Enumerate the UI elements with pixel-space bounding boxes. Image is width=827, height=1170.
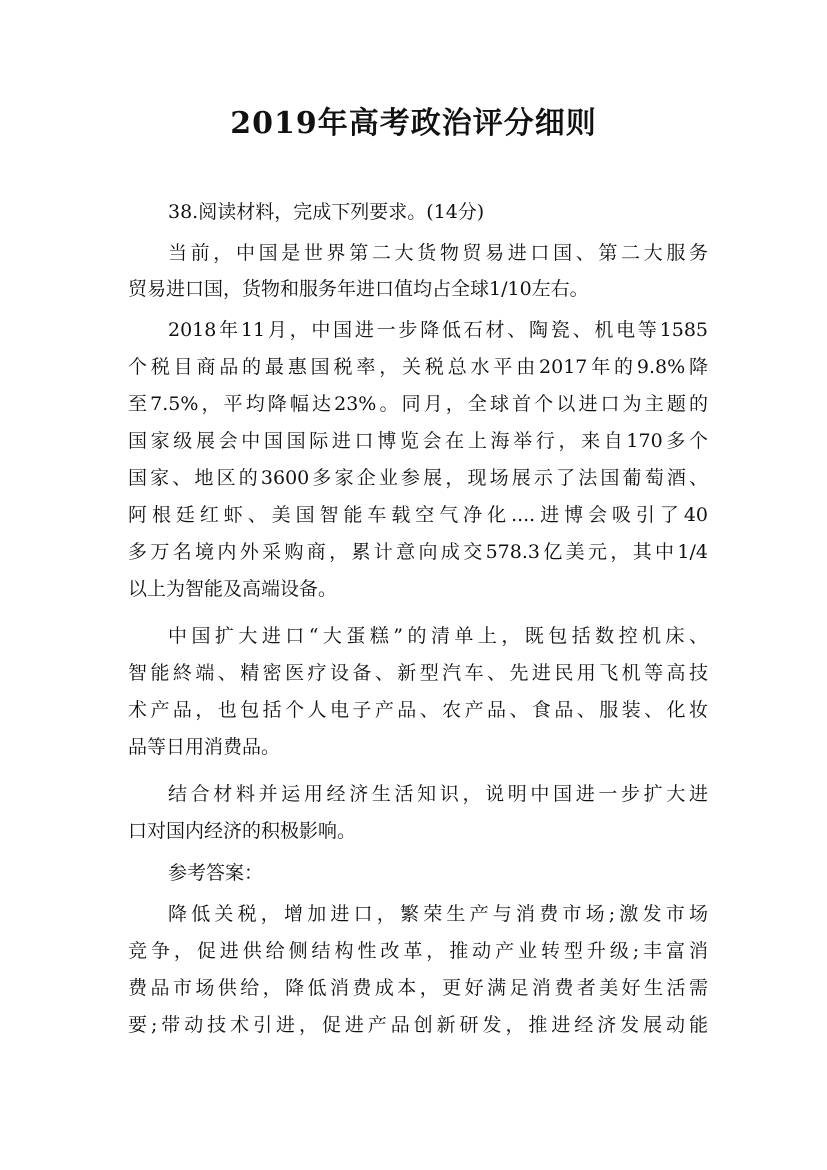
material-paragraph-2-line-4: 国家级展会中国国际进口博览会在上海举行，来自170多个 xyxy=(128,430,708,452)
answer-line-4: 要;带动技术引进，促进产品创新研发，推进经济发展动能 xyxy=(128,1014,708,1036)
material-paragraph-3-line-2: 智能終端、精密医疗设备、新型汽车、先进民用飞机等高技 xyxy=(128,662,708,684)
material-paragraph-2-line-5: 国家、地区的3600多家企业参展，现场展示了法国葡萄酒、 xyxy=(128,467,708,489)
material-paragraph-3-line-4: 品等日用消费品。 xyxy=(128,736,281,758)
task-line-2: 口对国内经济的积极影响。 xyxy=(128,820,357,842)
answer-label: 参考答案： xyxy=(168,862,264,884)
material-paragraph-3-line-3: 术产品，也包括个人电子产品、农产品、食品、服装、化妆 xyxy=(128,699,708,721)
material-paragraph-2-line-3: 至7.5%，平均降幅达23%。同月，全球首个以进口为主题的 xyxy=(128,393,708,415)
material-paragraph-2-line-1: 2018年11月，中国进一步降低石材、陶瓷、机电等1585 xyxy=(168,319,708,341)
task-line-1: 结合材料并运用经济生活知识，说明中国进一步扩大进 xyxy=(168,783,708,805)
material-paragraph-1-line-1: 当前，中国是世界第二大货物贸易进口国、第二大服务 xyxy=(168,242,708,264)
answer-line-2: 竞争，促进供给侧结构性改革，推动产业转型升级;丰富消 xyxy=(128,940,708,962)
material-paragraph-1-line-2: 贸易进口国，货物和服务年进口值均占全球1/10左右。 xyxy=(128,278,589,300)
material-paragraph-2-line-6: 阿根廷红虾、美国智能车载空气净化....进博会吸引了40 xyxy=(128,504,708,526)
material-paragraph-3-line-1: 中国扩大进口“大蛋糕”的清单上，既包括数控机床、 xyxy=(168,625,708,647)
material-paragraph-2-line-8: 以上为智能及高端设备。 xyxy=(128,578,338,600)
question-line: 38.阅读材料，完成下列要求。(14分) xyxy=(168,201,485,223)
answer-line-1: 降低关税，增加进口，繁荣生产与消费市场;激发市场 xyxy=(168,903,708,925)
material-paragraph-2-line-2: 个税目商品的最惠国税率，关税总水平由2017年的9.8%降 xyxy=(128,356,708,378)
answer-line-3: 费品市场供给，降低消费成本，更好满足消费者美好生活需 xyxy=(128,977,708,999)
document-title: 2019年高考政治评分细则 xyxy=(230,106,597,141)
material-paragraph-2-line-7: 多万名境内外采购商，累计意向成交578.3亿美元，其中1/4 xyxy=(128,541,708,563)
